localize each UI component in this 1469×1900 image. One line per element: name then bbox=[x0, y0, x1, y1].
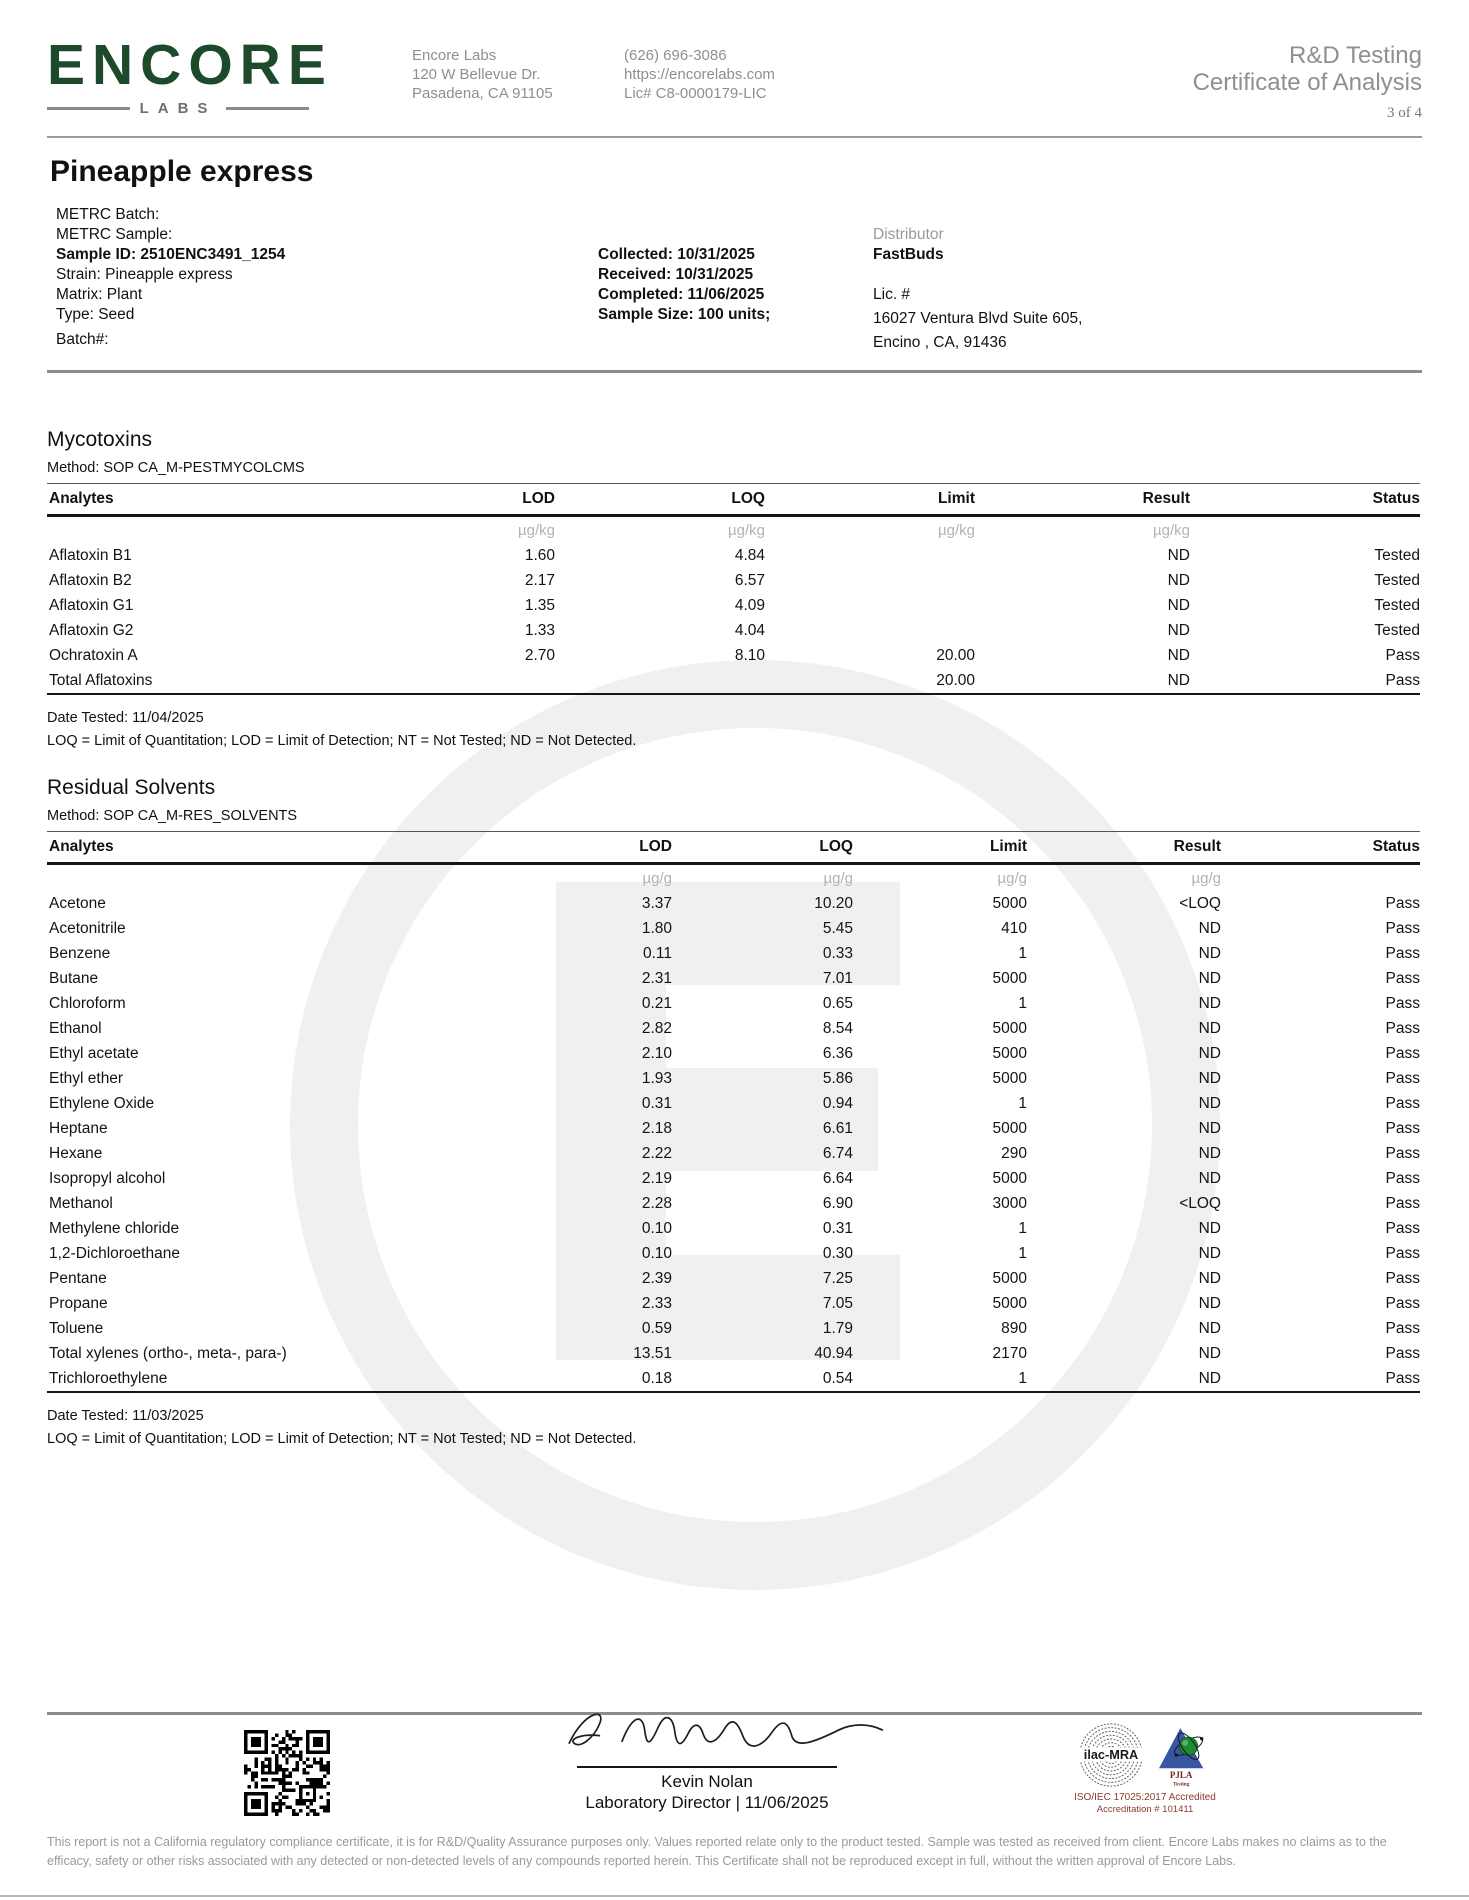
value-cell: Pass bbox=[1385, 1094, 1420, 1112]
table-row bbox=[47, 668, 1420, 694]
header bbox=[47, 33, 1422, 121]
spacer bbox=[873, 265, 1082, 285]
mycotoxins-section bbox=[47, 428, 1420, 750]
value-cell: 0.65 bbox=[822, 994, 853, 1012]
table-row bbox=[47, 543, 1420, 568]
value-cell bbox=[327, 668, 555, 694]
value-cell: Pass bbox=[1385, 969, 1420, 987]
value-cell: 2170 bbox=[992, 1344, 1027, 1362]
value-cell: Pass bbox=[1385, 1269, 1420, 1287]
report-type-block bbox=[1193, 42, 1422, 122]
table-header-row bbox=[47, 484, 1420, 516]
value-cell: 1 bbox=[1018, 1219, 1027, 1237]
value-cell: ND bbox=[1027, 1366, 1221, 1392]
unit-cell: µg/g bbox=[823, 869, 853, 887]
unit-cell: µg/kg bbox=[1153, 521, 1190, 539]
value-cell: 0.18 bbox=[377, 1366, 672, 1392]
value-cell: <LOQ bbox=[1179, 894, 1221, 912]
date-tested-solvents: Date Tested: 11/03/2025 bbox=[47, 1408, 204, 1424]
col-analytes: Analytes bbox=[47, 484, 327, 516]
value-cell: 0.31 bbox=[641, 1094, 672, 1112]
analyte-cell: Methylene chloride bbox=[49, 1219, 180, 1237]
table-row bbox=[47, 568, 1420, 593]
table-row bbox=[47, 1016, 1420, 1041]
lab-address-block bbox=[412, 46, 553, 103]
value-cell: Tested bbox=[1374, 621, 1420, 639]
value-cell: ND bbox=[1167, 646, 1190, 664]
value-cell bbox=[765, 568, 975, 593]
table-row bbox=[47, 643, 1420, 668]
analyte-cell: Benzene bbox=[49, 944, 111, 962]
value-cell: 0.10 bbox=[641, 1244, 672, 1262]
value-cell: 1 bbox=[1018, 994, 1027, 1012]
col-status: Status bbox=[1190, 484, 1420, 516]
analyte-cell: Aflatoxin B2 bbox=[49, 571, 132, 589]
distributor-block bbox=[873, 225, 1082, 353]
distributor-name: FastBuds bbox=[873, 246, 944, 263]
distributor-address2: Encino , CA, 91436 bbox=[873, 334, 1007, 351]
value-cell: 2.28 bbox=[641, 1194, 672, 1212]
qr-code bbox=[244, 1730, 330, 1816]
value-cell: ND bbox=[1198, 1319, 1221, 1337]
value-cell: <LOQ bbox=[1179, 1194, 1221, 1212]
value-cell: Tested bbox=[1374, 571, 1420, 589]
pjla-badge-icon bbox=[1152, 1724, 1212, 1788]
value-cell: 5000 bbox=[992, 1044, 1027, 1062]
sample-title: Pineapple express bbox=[50, 155, 314, 188]
value-cell: 10.20 bbox=[814, 894, 853, 912]
table-row bbox=[47, 991, 1420, 1016]
value-cell: Pass bbox=[1385, 1244, 1420, 1262]
value-cell: ND bbox=[1198, 919, 1221, 937]
table-row bbox=[47, 1116, 1420, 1141]
value-cell: ND bbox=[1167, 546, 1190, 564]
value-cell: 2.19 bbox=[641, 1169, 672, 1187]
unit-cell: µg/g bbox=[1191, 869, 1221, 887]
value-cell: Pass bbox=[1385, 944, 1420, 962]
value-cell: ND bbox=[975, 668, 1190, 694]
value-cell: 890 bbox=[1001, 1319, 1027, 1337]
value-cell: 2.33 bbox=[641, 1294, 672, 1312]
value-cell: 2.70 bbox=[524, 646, 555, 664]
value-cell: 1.80 bbox=[641, 919, 672, 937]
lab-address2: Pasadena, CA 91105 bbox=[412, 85, 553, 102]
value-cell: 13.51 bbox=[633, 1344, 672, 1362]
value-cell: ND bbox=[1198, 1219, 1221, 1237]
value-cell: 0.31 bbox=[822, 1219, 853, 1237]
value-cell: 0.11 bbox=[642, 944, 672, 962]
value-cell: Pass bbox=[1385, 1219, 1420, 1237]
signer-name: Kevin Nolan bbox=[661, 1772, 753, 1791]
analyte-cell: Aflatoxin G2 bbox=[49, 621, 134, 639]
analyte-cell: Ethyl ether bbox=[49, 1069, 124, 1087]
col-lod: LOD bbox=[327, 484, 555, 516]
analyte-cell: Chloroform bbox=[49, 994, 126, 1012]
value-cell: ND bbox=[1198, 1044, 1221, 1062]
value-cell: 410 bbox=[1001, 919, 1027, 937]
lab-address1: 120 W Bellevue Dr. bbox=[412, 66, 541, 83]
sample-field: METRC Batch: bbox=[56, 206, 160, 223]
value-cell: 0.33 bbox=[822, 944, 853, 962]
value-cell: 1 bbox=[1018, 1094, 1027, 1112]
table-row bbox=[47, 1166, 1420, 1191]
lab-website: https://encorelabs.com bbox=[624, 66, 775, 83]
value-cell: 3000 bbox=[992, 1194, 1027, 1212]
table-row bbox=[47, 1216, 1420, 1241]
value-cell: 2.18 bbox=[641, 1119, 672, 1137]
value-cell: 2.17 bbox=[524, 571, 555, 589]
table-row bbox=[47, 1191, 1420, 1216]
value-cell: 1.93 bbox=[641, 1069, 672, 1087]
signature bbox=[556, 1698, 886, 1760]
value-cell: 7.01 bbox=[822, 969, 853, 987]
value-cell: 5000 bbox=[992, 1294, 1027, 1312]
table-row bbox=[47, 1241, 1420, 1266]
sample-date-field: Sample Size: 100 units; bbox=[598, 306, 771, 323]
value-cell: Pass bbox=[1385, 894, 1420, 912]
analyte-cell: Trichloroethylene bbox=[47, 1366, 377, 1392]
legend-solvents: LOQ = Limit of Quantitation; LOD = Limit of Detection; NT = Not Tested; ND = Not Detected. bbox=[47, 1431, 637, 1447]
value-cell: 7.25 bbox=[822, 1269, 853, 1287]
sample-date-field: Collected: 10/31/2025 bbox=[598, 246, 755, 263]
value-cell: 1.35 bbox=[524, 596, 555, 614]
sample-info-dates bbox=[598, 245, 770, 325]
unit-cell: µg/g bbox=[642, 869, 672, 887]
value-cell: Tested bbox=[1374, 546, 1420, 564]
value-cell: 4.04 bbox=[734, 621, 765, 639]
table-row bbox=[47, 916, 1420, 941]
value-cell: Pass bbox=[1385, 1194, 1420, 1212]
col-result: Result bbox=[975, 484, 1190, 516]
logo-labs-line bbox=[47, 100, 309, 117]
value-cell: 0.30 bbox=[822, 1244, 853, 1262]
table-row bbox=[47, 1366, 1420, 1392]
col-loq: LOQ bbox=[672, 832, 853, 864]
value-cell: 1 bbox=[853, 1366, 1027, 1392]
analyte-cell: Heptane bbox=[49, 1119, 108, 1137]
table-row bbox=[47, 1091, 1420, 1116]
value-cell: Pass bbox=[1221, 1366, 1420, 1392]
logo-labs-text: LABS bbox=[139, 100, 217, 117]
value-cell: 6.36 bbox=[822, 1044, 853, 1062]
analyte-cell: 1,2-Dichloroethane bbox=[49, 1244, 180, 1262]
lab-phone: (626) 696-3086 bbox=[624, 47, 727, 64]
logo-rule-right bbox=[226, 107, 309, 110]
value-cell: 0.10 bbox=[641, 1219, 672, 1237]
value-cell: ND bbox=[1198, 1169, 1221, 1187]
value-cell: 2.39 bbox=[641, 1269, 672, 1287]
value-cell bbox=[555, 668, 765, 694]
value-cell: 2.22 bbox=[641, 1144, 672, 1162]
table-units-row bbox=[47, 864, 1420, 892]
value-cell: ND bbox=[1167, 571, 1190, 589]
svg-text:PJLA: PJLA bbox=[1169, 1770, 1193, 1781]
sample-field: METRC Sample: bbox=[56, 226, 173, 243]
value-cell: 0.21 bbox=[641, 994, 672, 1012]
value-cell: ND bbox=[1198, 1269, 1221, 1287]
signer-title: Laboratory Director | 11/06/2025 bbox=[585, 1793, 829, 1812]
table-row bbox=[47, 1341, 1420, 1366]
analyte-cell: Acetone bbox=[49, 894, 106, 912]
value-cell: ND bbox=[1167, 596, 1190, 614]
page-indicator: 3 of 4 bbox=[1387, 105, 1422, 121]
value-cell: 6.90 bbox=[822, 1194, 853, 1212]
value-cell: ND bbox=[1198, 994, 1221, 1012]
table-row bbox=[47, 941, 1420, 966]
value-cell: 20.00 bbox=[936, 646, 975, 664]
table-units-row bbox=[47, 516, 1420, 544]
table-row bbox=[47, 1291, 1420, 1316]
table-row bbox=[47, 618, 1420, 643]
distributor-address1: 16027 Ventura Blvd Suite 605, bbox=[873, 310, 1083, 327]
table-row bbox=[47, 891, 1420, 916]
value-cell: Pass bbox=[1385, 994, 1420, 1012]
sample-field: Batch#: bbox=[56, 331, 109, 348]
table-row bbox=[47, 1316, 1420, 1341]
col-status: Status bbox=[1221, 832, 1420, 864]
value-cell: 5000 bbox=[992, 894, 1027, 912]
value-cell: ND bbox=[1198, 1144, 1221, 1162]
ilac-mra-badge-icon bbox=[1078, 1722, 1144, 1788]
value-cell: 8.10 bbox=[734, 646, 765, 664]
table-header-row bbox=[47, 832, 1420, 864]
value-cell: Pass bbox=[1385, 1119, 1420, 1137]
col-limit: Limit bbox=[765, 484, 975, 516]
value-cell: Pass bbox=[1385, 1044, 1420, 1062]
analyte-cell: Ethyl acetate bbox=[49, 1044, 139, 1062]
analyte-cell: Total Aflatoxins bbox=[47, 668, 327, 694]
value-cell: 2.82 bbox=[641, 1019, 672, 1037]
value-cell: Pass bbox=[1385, 1344, 1420, 1362]
analyte-cell: Isopropyl alcohol bbox=[49, 1169, 166, 1187]
value-cell: 5.86 bbox=[822, 1069, 853, 1087]
value-cell: 4.84 bbox=[734, 546, 765, 564]
value-cell: 1 bbox=[1018, 944, 1027, 962]
value-cell: 2.31 bbox=[641, 969, 672, 987]
analyte-cell: Acetonitrile bbox=[49, 919, 126, 937]
sample-field: Type: Seed bbox=[56, 306, 135, 323]
table-row bbox=[47, 966, 1420, 991]
value-cell: 5.45 bbox=[822, 919, 853, 937]
unit-cell: µg/g bbox=[997, 869, 1027, 887]
value-cell: 8.54 bbox=[822, 1019, 853, 1037]
value-cell: ND bbox=[1198, 1119, 1221, 1137]
mycotoxins-table bbox=[47, 483, 1420, 695]
value-cell: Pass bbox=[1385, 919, 1420, 937]
value-cell: 1.60 bbox=[524, 546, 555, 564]
value-cell: 290 bbox=[1001, 1144, 1027, 1162]
value-cell: 5000 bbox=[992, 1069, 1027, 1087]
analyte-cell: Total xylenes (ortho-, meta-, para-) bbox=[49, 1344, 287, 1362]
value-cell: Pass bbox=[1385, 1319, 1420, 1337]
value-cell: ND bbox=[1198, 1294, 1221, 1312]
sample-date-field: Received: 10/31/2025 bbox=[598, 266, 754, 283]
document-title: Certificate of Analysis bbox=[1192, 69, 1422, 96]
value-cell: Pass bbox=[1190, 668, 1420, 694]
value-cell: Pass bbox=[1385, 1069, 1420, 1087]
sample-info-left bbox=[56, 205, 285, 350]
value-cell: 40.94 bbox=[814, 1344, 853, 1362]
legend-mycotoxins: LOQ = Limit of Quantitation; LOD = Limit of Detection; NT = Not Tested; ND = Not Detected. bbox=[47, 733, 637, 749]
analyte-cell: Pentane bbox=[49, 1269, 107, 1287]
value-cell: 20.00 bbox=[765, 668, 975, 694]
method-solvents: Method: SOP CA_M-RES_SOLVENTS bbox=[47, 808, 298, 824]
lab-contact-block bbox=[624, 46, 775, 103]
analyte-cell: Aflatoxin G1 bbox=[49, 596, 134, 614]
date-tested-mycotoxins: Date Tested: 11/04/2025 bbox=[47, 710, 204, 726]
analyte-cell: Hexane bbox=[49, 1144, 103, 1162]
value-cell: 0.54 bbox=[672, 1366, 853, 1392]
logo-wordmark: ENCORE bbox=[47, 33, 333, 97]
value-cell: Pass bbox=[1385, 1294, 1420, 1312]
value-cell bbox=[765, 618, 975, 643]
unit-cell: µg/kg bbox=[938, 521, 975, 539]
sample-field: Strain: Pineapple express bbox=[56, 266, 233, 283]
value-cell: 1.79 bbox=[822, 1319, 853, 1337]
analyte-cell: Propane bbox=[49, 1294, 108, 1312]
col-limit: Limit bbox=[853, 832, 1027, 864]
section-heading-mycotoxins: Mycotoxins bbox=[47, 428, 153, 451]
svg-text:ilac-MRA: ilac-MRA bbox=[1083, 1746, 1139, 1762]
logo-rule-left bbox=[47, 107, 130, 110]
value-cell: 1 bbox=[1018, 1244, 1027, 1262]
residual-solvents-section bbox=[47, 776, 1420, 1448]
sample-date-field: Completed: 11/06/2025 bbox=[598, 286, 765, 303]
value-cell: Pass bbox=[1385, 1019, 1420, 1037]
page-bottom-edge bbox=[0, 1895, 1469, 1897]
value-cell: 7.05 bbox=[822, 1294, 853, 1312]
value-cell: ND bbox=[1198, 969, 1221, 987]
value-cell: ND bbox=[1198, 1019, 1221, 1037]
value-cell: 0.59 bbox=[641, 1319, 672, 1337]
residual-solvents-table bbox=[47, 831, 1420, 1393]
value-cell: 1.33 bbox=[524, 621, 555, 639]
unit-cell: µg/kg bbox=[728, 521, 765, 539]
sample-field: Sample ID: 2510ENC3491_1254 bbox=[56, 246, 286, 263]
value-cell: Pass bbox=[1385, 1169, 1420, 1187]
table-row bbox=[47, 1041, 1420, 1066]
value-cell: 6.74 bbox=[822, 1144, 853, 1162]
accreditation-number: Accreditation # 101411 bbox=[1096, 1804, 1194, 1815]
analyte-cell: Methanol bbox=[49, 1194, 113, 1212]
analyte-cell: Ethanol bbox=[49, 1019, 102, 1037]
lab-name: Encore Labs bbox=[412, 47, 497, 64]
col-analytes: Analytes bbox=[47, 832, 377, 864]
distributor-label: Distributor bbox=[873, 226, 944, 243]
value-cell: ND bbox=[1198, 1244, 1221, 1262]
value-cell: 5000 bbox=[992, 1019, 1027, 1037]
value-cell: ND bbox=[1198, 1094, 1221, 1112]
accreditation-badges bbox=[1060, 1724, 1230, 1816]
value-cell: 3.37 bbox=[641, 894, 672, 912]
col-lod: LOD bbox=[377, 832, 672, 864]
value-cell: Pass bbox=[1385, 646, 1420, 664]
header-divider bbox=[47, 136, 1422, 138]
value-cell: 5000 bbox=[992, 1169, 1027, 1187]
table-row bbox=[47, 1066, 1420, 1091]
sample-divider bbox=[47, 370, 1422, 373]
sample-field: Matrix: Plant bbox=[56, 286, 143, 303]
table-row bbox=[47, 1266, 1420, 1291]
col-loq: LOQ bbox=[555, 484, 765, 516]
value-cell: Pass bbox=[1385, 1144, 1420, 1162]
col-result: Result bbox=[1027, 832, 1221, 864]
value-cell: 5000 bbox=[992, 1269, 1027, 1287]
disclaimer-text: This report is not a California regulatory compliance certificate, it is for R&D/Quality Assurance purposes only. Values reported relate only to the product tested. Sample was tested as received from client. Encore Labs makes no claims as to the efficacy, safety or other risks associated with any detected or non-detected levels of any compounds reported herein. This Certificate shall not be reproduced except in full, without the written approval of Encore Labs. bbox=[47, 1835, 1387, 1868]
table-row bbox=[47, 1141, 1420, 1166]
value-cell: ND bbox=[1198, 1069, 1221, 1087]
value-cell: ND bbox=[1167, 621, 1190, 639]
value-cell: ND bbox=[1198, 944, 1221, 962]
svg-text:Testing: Testing bbox=[1172, 1781, 1190, 1788]
value-cell: 6.61 bbox=[822, 1119, 853, 1137]
value-cell: 5000 bbox=[992, 969, 1027, 987]
signature-line bbox=[577, 1766, 837, 1768]
analyte-cell: Ethylene Oxide bbox=[49, 1094, 155, 1112]
value-cell bbox=[765, 593, 975, 618]
analyte-cell: Ochratoxin A bbox=[49, 646, 138, 664]
accreditation-standard: ISO/IEC 17025:2017 Accredited bbox=[1074, 1792, 1216, 1803]
value-cell: 6.64 bbox=[822, 1169, 853, 1187]
lab-license: Lic# C8-0000179-LIC bbox=[624, 85, 767, 102]
value-cell: 2.10 bbox=[641, 1044, 672, 1062]
analyte-cell: Butane bbox=[49, 969, 99, 987]
distributor-license-label: Lic. # bbox=[873, 286, 911, 303]
value-cell: 5000 bbox=[992, 1119, 1027, 1137]
value-cell: Tested bbox=[1374, 596, 1420, 614]
report-type: R&D Testing bbox=[1289, 42, 1422, 69]
method-mycotoxins: Method: SOP CA_M-PESTMYCOLCMS bbox=[47, 460, 305, 476]
analyte-cell: Toluene bbox=[49, 1319, 104, 1337]
analyte-cell: Aflatoxin B1 bbox=[49, 546, 132, 564]
unit-cell: µg/kg bbox=[518, 521, 555, 539]
value-cell: 6.57 bbox=[734, 571, 765, 589]
value-cell: 4.09 bbox=[734, 596, 765, 614]
value-cell: 0.94 bbox=[822, 1094, 853, 1112]
table-row bbox=[47, 593, 1420, 618]
section-heading-solvents: Residual Solvents bbox=[47, 776, 216, 799]
value-cell: ND bbox=[1198, 1344, 1221, 1362]
value-cell bbox=[765, 543, 975, 568]
